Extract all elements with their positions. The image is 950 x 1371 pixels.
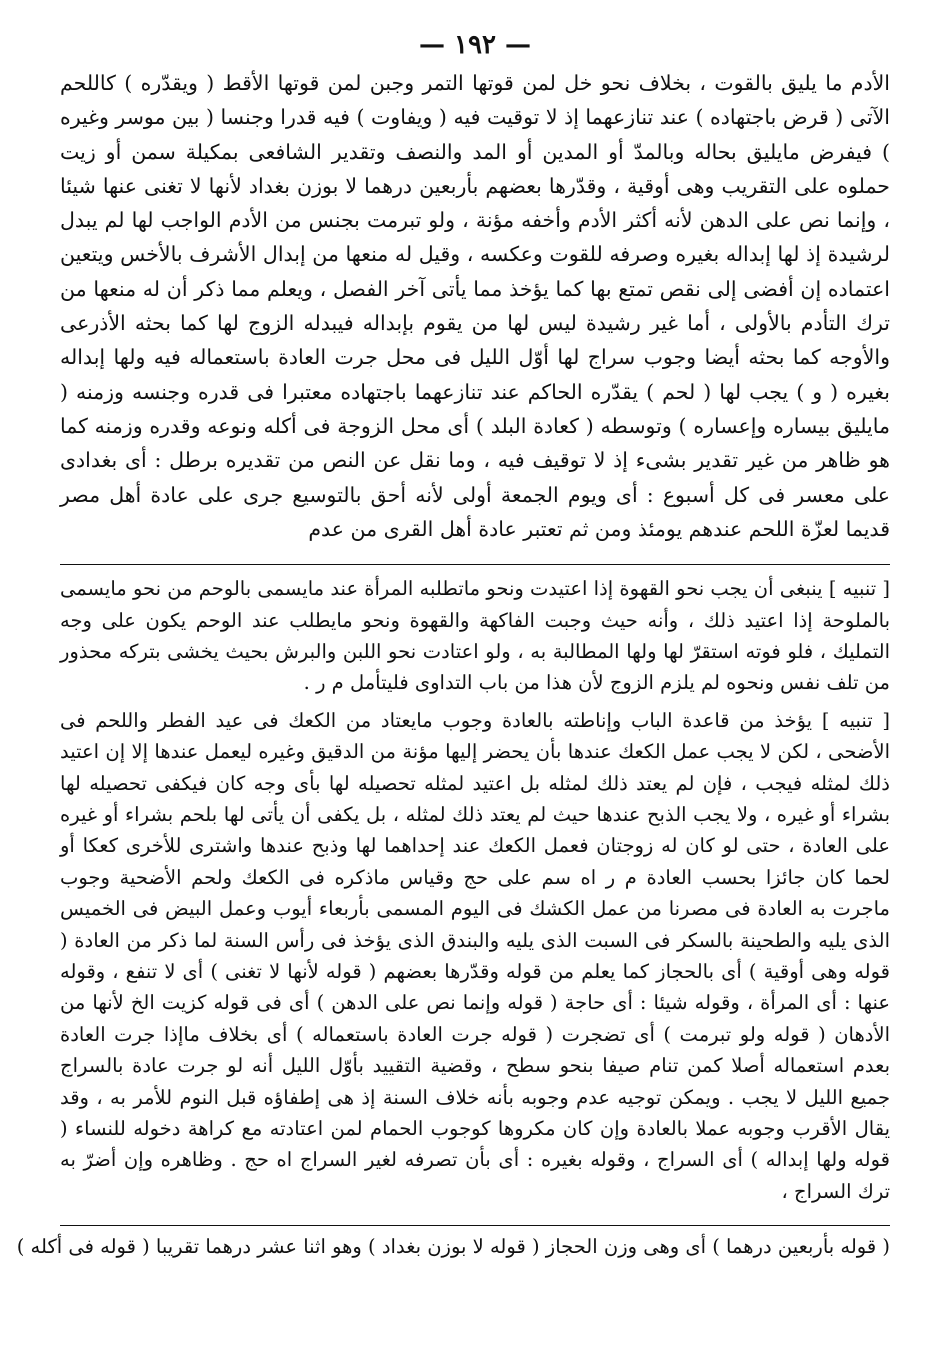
footnote: ( قوله بأربعين درهما ) أى وهى وزن الحجاز ( قوله لا بوزن بغداد ) وهو اثنا عشر درهما تقريبا ( قوله فى أكله ) [16,1235,890,1259]
commentary-note-2: [ تنبيه ] يؤخذ من قاعدة الباب وإناطته بالعادة وجوب مايعتاد من الكعك فى عيد الفطر واللحم فى الأضحى ، لكن لا يجب عمل الكعك عندها بأن يحضر إليها مؤنة من الدقيق وغيره ليعمل عندها إلا إن اعتيد ذلك لمثله فيجب ، فإن لم يعتد ذلك لمثله بل اعتيد لمثله تحصيله لها بأى وجه كان فيكفى تحصيله لها بشراء أو غيره ، ولا يجب الذبح عندها حيث لم يعتد ذلك لمثله ، بل يكفى أن يأتى لها بلحم بشراء أو غيره على العادة ، حتى لو كان له زوجتان فعمل الكعك عند إحداهما لها وذبح عندها واشترى للأخرى كعكا أو لحما كان جائزا بحسب العادة م ر اه سم على حج وقياس ماذكره فى الكعك ولحم الأضحية وجوب ماجرت به العادة فى مصرنا من عمل الكشك فى اليوم المسمى بأربعاء أيوب وعمل البيض فى الخميس الذى يليه والطحينة بالسكر فى السبت الذى يليه والبندق الذى يؤخذ فى رأس السنة لما ذكر من العادة ( قوله وهى أوقية ) أى بالحجاز كما يعلم من قوله وقدّرها بعضهم ( قوله لأنها لا تغنى ) أى لا تنفع ، وقوله عنها : أى المرأة ، وقوله شيئا : أى حاجة ( قوله وإنما نص على الدهن ) أى فى قوله كزيت الخ لأنها من الأدهان ( قوله ولو تبرمت ) أى تضجرت ( قوله جرت العادة باستعماله ) أى بخلاف ماإذا جرت العادة بعدم استعماله أصلا كمن تنام صيفا بنحو سطح ، وقضية التقييد بأوّل الليل أنه لو جرت عادة بالسراج جميع الليل لا يجب . ويمكن توجيه عدم وجوبه بأنه خلاف السنة إذ هى إطفاؤه قبل النوم للأمر به ، وقد يقال الأقرب وجوبه عملا بالعادة وإن كان مكروها كوجوب الحمام لمن اعتادته مع كراهة دخوله للنساء ( قوله ولها إبداله ) أى السراج ، وقوله بغيره : أى بأن تصرفه لغير السراج اه حج . وظاهره وإن أضرّ به ترك السراج ، [60,708,890,1203]
footnote-divider [60,1225,890,1226]
commentary-note-1: [ تنبيه ] ينبغى أن يجب نحو القهوة إذا اعتيدت ونحو ماتطلبه المرأة عند مايسمى بالوحم من نحو مايسمى بالملوحة إذا اعتيد ذلك ، وأنه حيث وجبت الفاكهة والقهوة ونحو مايطلب عند الوحم يكون على وجه التمليك ، فلو فوته استقرّ لها ولها المطالبة به ، ولو اعتادت نحو اللبن والبرش بحيث يخشى بتركه محذور من تلف نفس ونحوه لم يلزم الزوج لأن هذا من باب التداوى فليتأمل م ر . [60,577,890,695]
main-text-divider [60,564,890,565]
document-page [16,30,890,1262]
page-number: — ١٩٢ — [418,30,532,60]
commentary-section [60,573,890,1207]
main-text: الأدم ما يليق بالقوت ، بخلاف نحو خل لمن قوتها التمر وجبن لمن قوتها الأقط ( ويقدّره ) كاللحم الآتى ( قرض باجتهاده ) عند تنازعهما إذ لا توقيت فيه ( ويفاوت ) فيه قدرا وجنسا ( بين موسر وغيره ) فيفرض مايليق بحاله وبالمدّ أو المدين أو المد والنصف وتقدير الشافعى بمكيلة سمن أو زيت حملوه على التقريب وهى أوقية ، وقدّرها بعضهم بأربعين درهما لا بوزن بغداد لأنها لا تغنى عنها شيئا ، وإنما نص على الدهن لأنه أكثر الأدم وأخفه مؤنة ، ولو تبرمت بجنس من الأدم الواجب لها لم يبدل لرشيدة إذ لها إبداله بغيره وصرفه للقوت وعكسه ، وقيل له منعها من إبدال الأشرف بالأخس ويتعين اعتماده إن أفضى إلى نقص تمتع بها كما يؤخذ مما يأتى آخر الفصل ، ويعلم مما ذكر أن له منعها من ترك التأدم بالأولى ، أما غير رشيدة ليس لها من يقوم بإبداله فيبدله الزوج لها كما بحثه الأذرعى والأوجه كما بحثه أيضا وجوب سراج لها أوّل الليل فى محل جرت العادة باستعماله فيه ولها إبداله بغيره ( و ) يجب لها ( لحم ) يقدّره الحاكم عند تنازعهما باجتهاده معتبرا فى قدره وجنسه وزمنه ( مايليق بيساره وإعساره ) وتوسطه ( كعادة البلد ) أى محل الزوجة فى أكله ونوعه وقدره وزمنه كما هو ظاهر من غير تقدير بشىء إذ لا توقيف فيه ، وما نقل عن النص من تقديره برطل : أى بغدادى على معسر فى كل أسبوع : أى ويوم الجمعة أولى لأنه أحق بالتوسيع جرى على عادة أهل مصر قديما لعزّة اللحم عندهم يومئذ ومن ثم تعتبر عادة أهل القرى من عدم [60,71,890,541]
